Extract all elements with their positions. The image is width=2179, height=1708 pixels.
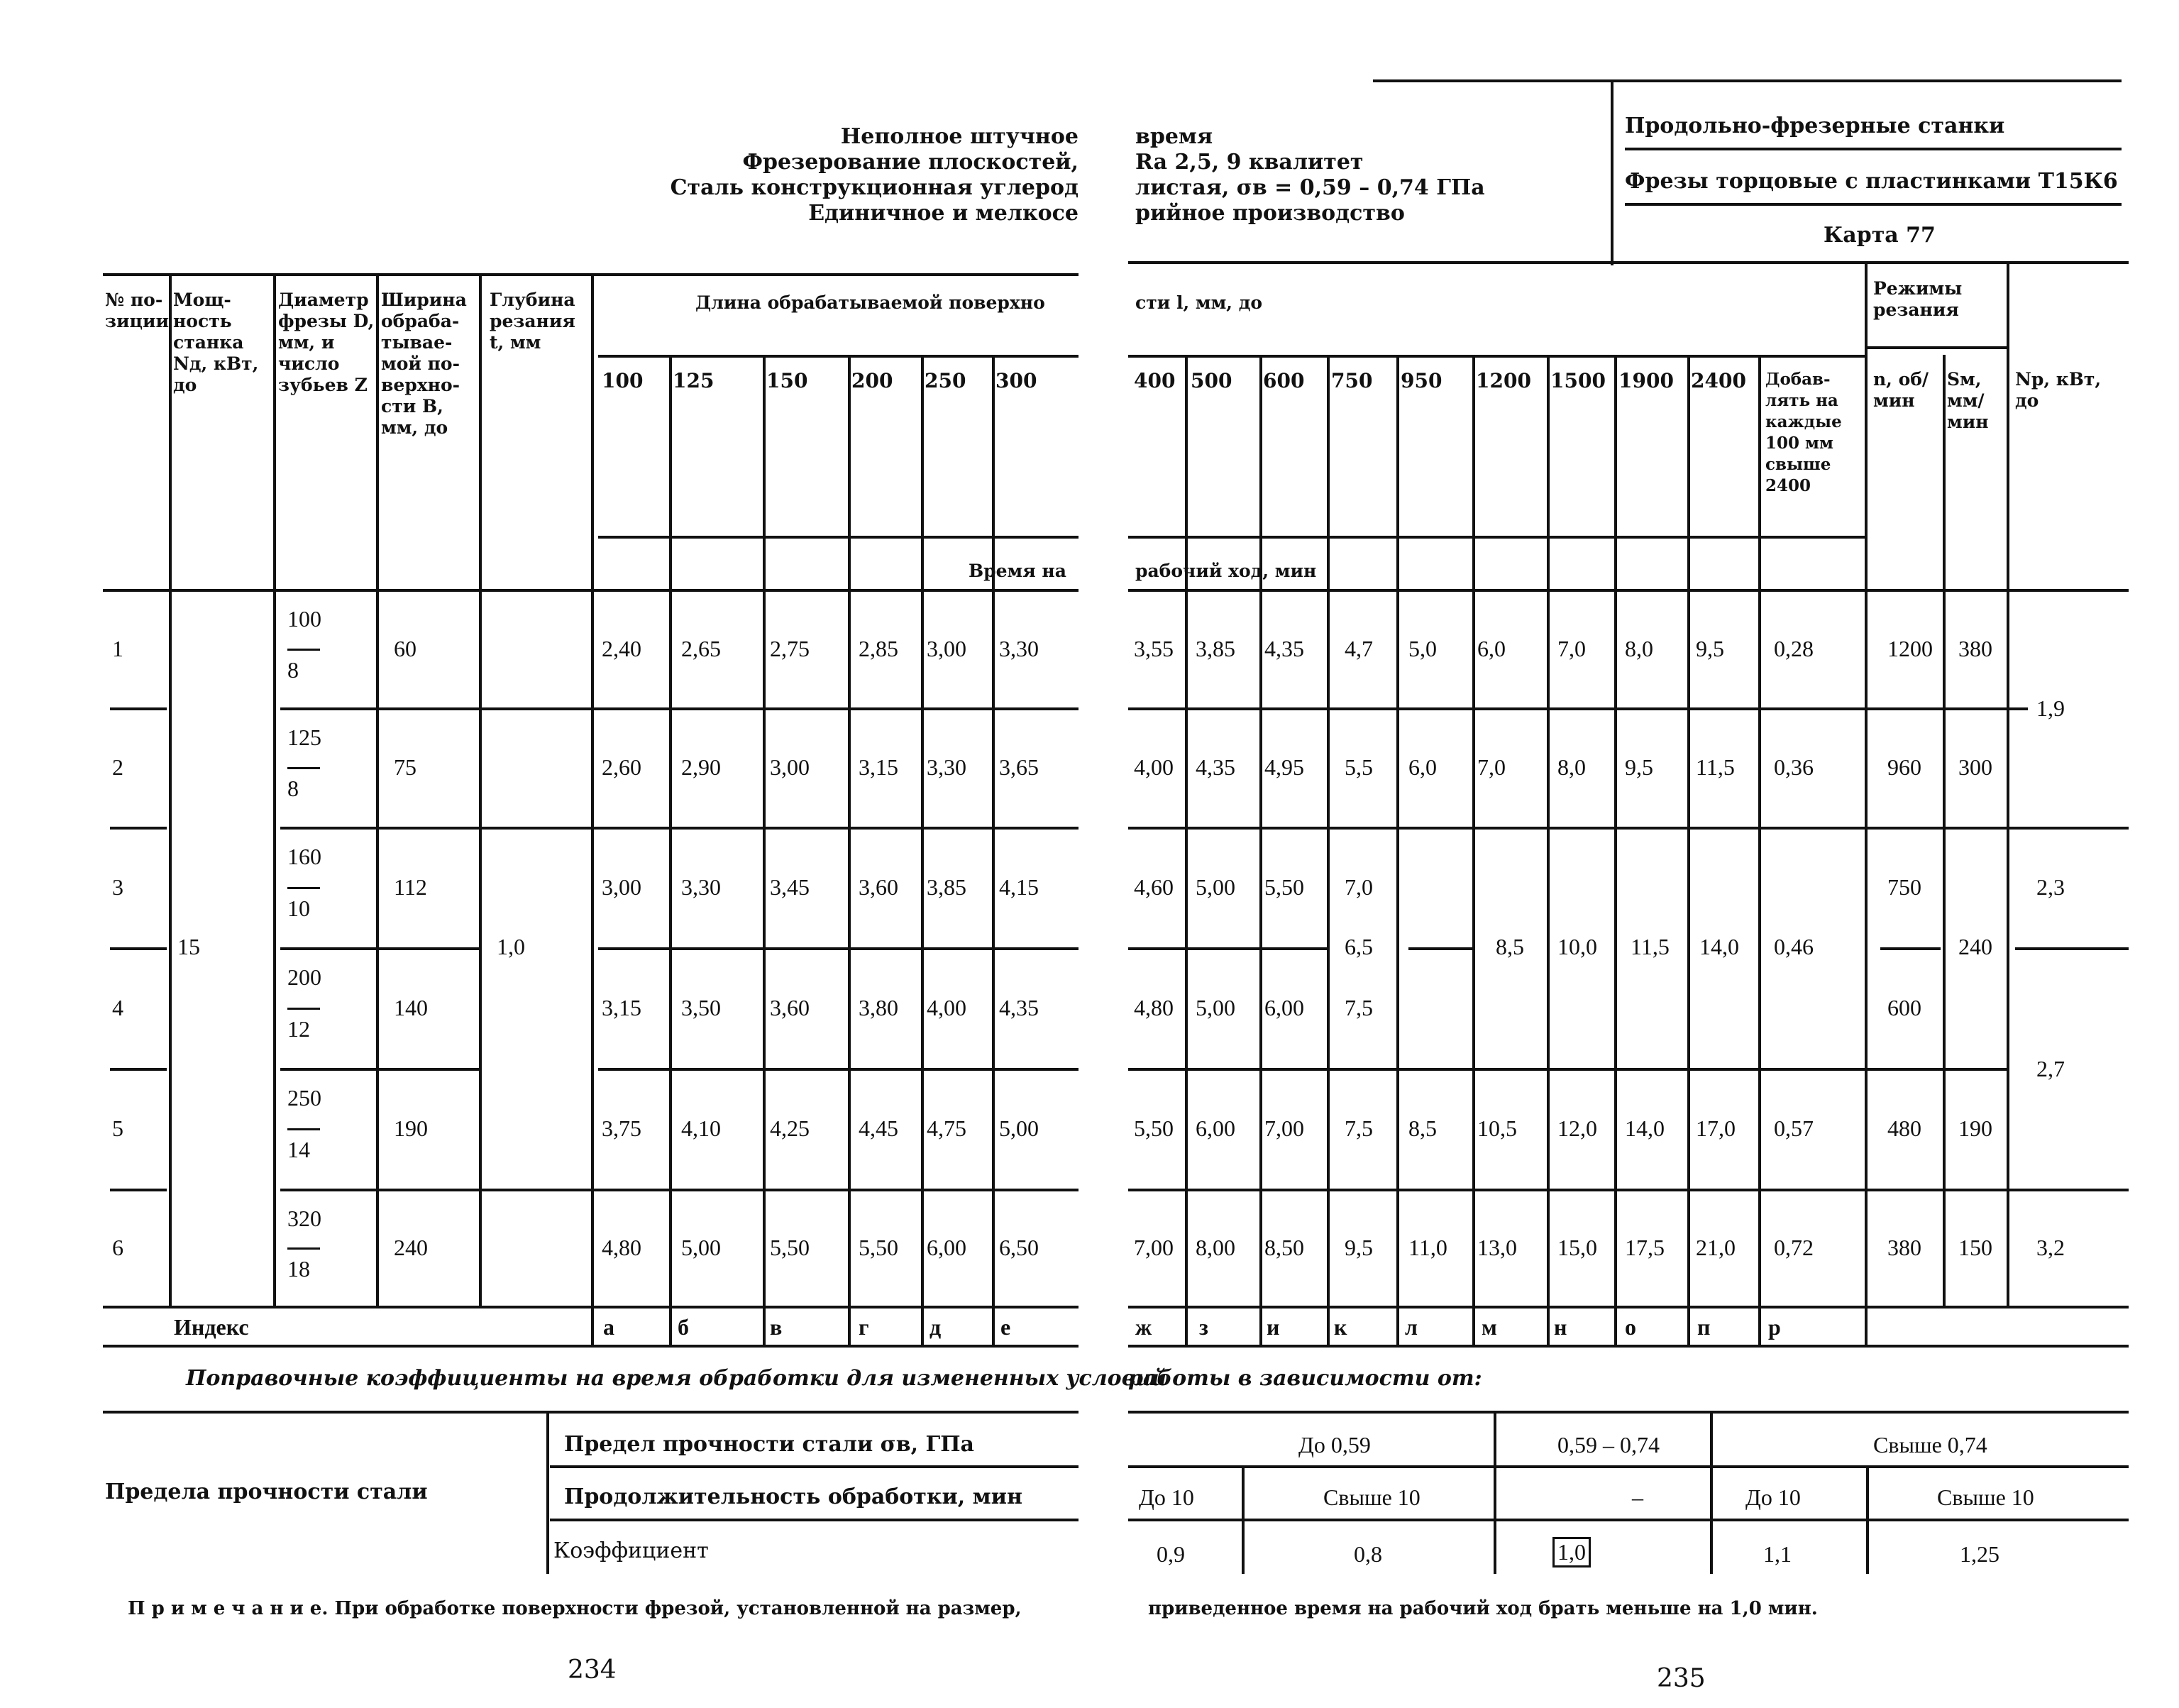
time-cell: 3,60: [770, 995, 810, 1020]
corr-vline-c: [1242, 1465, 1245, 1574]
header-box-top-rule: [1373, 79, 2122, 82]
feed-rate: 380: [1958, 635, 1992, 661]
time-cell: 3,85: [927, 874, 966, 900]
time-cell: 6,00: [1264, 995, 1304, 1020]
length-header-left: 150: [766, 369, 808, 392]
vline-depth: [591, 273, 594, 1345]
time-cell: 3,30: [927, 754, 966, 780]
np-rows-4-5: 2,7: [2036, 1056, 2065, 1081]
coef-2: 0,8: [1354, 1541, 1382, 1567]
fraction-bar: [287, 1008, 320, 1010]
time-cell: 3,15: [602, 995, 641, 1020]
time-cell: 7,0: [1477, 754, 1506, 780]
time-cell: 4,00: [927, 995, 966, 1020]
corr-rule-2-left: [550, 1519, 1079, 1521]
length-header-right: 1200: [1476, 369, 1531, 392]
time-cell: 4,7: [1345, 635, 1373, 661]
row-rule-4-pos: [110, 1068, 167, 1071]
vline-r9: [1758, 355, 1761, 1345]
table-body-bottom-right: [1128, 1306, 2129, 1308]
vline-r1: [1185, 355, 1188, 1345]
length-header-right: 1500: [1550, 369, 1606, 392]
correction-group: Предела прочности стали: [105, 1480, 428, 1504]
row34-2400: 14,0: [1699, 934, 1739, 959]
surface-width: 140: [394, 995, 428, 1020]
table-row-position: 2: [112, 754, 123, 780]
note-right: приведенное время на рабочий ход брать меньше на 1,0 мин.: [1148, 1598, 1818, 1619]
time-cell: 7,5: [1345, 1115, 1373, 1141]
time-cell: 3,80: [859, 995, 898, 1020]
row34-1500: 10,0: [1557, 934, 1597, 959]
time-cell: 3,00: [927, 635, 966, 661]
len-header-rule-right: [1128, 355, 1866, 358]
time-cell: 4,45: [859, 1115, 898, 1141]
fraction-bar: [287, 1128, 320, 1130]
duration-1: До 10: [1139, 1484, 1194, 1510]
row-rule-5-r: [1128, 1189, 2129, 1191]
row34-1200: 8,5: [1496, 934, 1524, 959]
correction-title-right: работы в зависимости от:: [1128, 1366, 1482, 1391]
coef-5: 1,25: [1960, 1541, 1999, 1567]
row-rule-2-pos: [110, 827, 167, 830]
length-header-right: 950: [1401, 369, 1442, 392]
vline-power: [273, 273, 276, 1306]
time-cell: 5,50: [859, 1234, 898, 1260]
surface-width: 190: [394, 1115, 428, 1141]
time-cell: 5,50: [1264, 874, 1304, 900]
index-letter: л: [1405, 1314, 1418, 1340]
time-cell: 8,50: [1264, 1234, 1304, 1260]
time-cell: 4,10: [681, 1115, 721, 1141]
time-cell: 17,5: [1625, 1234, 1665, 1260]
surface-width: 60: [394, 635, 417, 661]
time-cell: 4,35: [999, 995, 1039, 1020]
index-letter: б: [678, 1314, 689, 1340]
time-cell: 9,5: [1696, 635, 1724, 661]
time-cell: 8,0: [1625, 635, 1653, 661]
time-cell: 15,0: [1557, 1234, 1597, 1260]
row-rule-3f: [2015, 947, 2129, 950]
time-cell: 21,0: [1696, 1234, 1736, 1260]
vline-r6: [1547, 355, 1550, 1345]
header-left-line-4: Единичное и мелкосе: [808, 201, 1079, 226]
time-cell: 8,00: [1196, 1234, 1235, 1260]
cutter-diameter: 320: [287, 1206, 321, 1231]
length-header-left: 300: [995, 369, 1037, 392]
time-cell: 6,00: [1196, 1115, 1235, 1141]
cutter-teeth: 10: [287, 896, 310, 921]
duration-2: Свыше 10: [1323, 1484, 1421, 1510]
time-cell: 3,30: [999, 635, 1039, 661]
row-rule-2: [280, 827, 1079, 830]
vline-n: [1943, 355, 1946, 1306]
corr-vline-b: [1710, 1411, 1713, 1574]
time-cell: 7,00: [1134, 1234, 1174, 1260]
header-right-line-4: рийное производство: [1135, 201, 1405, 226]
header-right-line-3: листая, σв = 0,59 – 0,74 ГПа: [1135, 175, 1485, 200]
time-cell: 9,5: [1625, 754, 1653, 780]
time-cell: 5,00: [681, 1234, 721, 1260]
vline-modes: [1865, 261, 1868, 1345]
cutting-power: 3,2: [2036, 1234, 2065, 1260]
row-rule-5-pos: [110, 1189, 167, 1191]
cutter-teeth: 14: [287, 1137, 310, 1162]
time-cell: 0,28: [1774, 635, 1814, 661]
table-row-position: 6: [112, 1234, 123, 1260]
time-cell: 0,57: [1774, 1115, 1814, 1141]
surface-width: 112: [394, 874, 427, 900]
row-rule-3d: [1408, 947, 1472, 950]
row-rule-4a: [280, 1068, 479, 1071]
row-rule-3b: [598, 947, 1079, 950]
time-cell: 4,75: [927, 1115, 966, 1141]
row34-s: 240: [1958, 934, 1992, 959]
time-cell: 10,5: [1477, 1115, 1517, 1141]
time-cell: 3,85: [1196, 635, 1235, 661]
row-rule-3-pos: [110, 947, 167, 950]
col-header-width: Ширина обраба-тывае-мой по-верхно-сти B, мм, до: [381, 290, 467, 438]
cutter-diameter: 250: [287, 1085, 321, 1111]
coef-3-highlighted: 1,0: [1552, 1537, 1591, 1567]
time-cell: 4,60: [1134, 874, 1174, 900]
fraction-bar: [287, 767, 320, 769]
time-cell: 5,00: [1196, 995, 1235, 1020]
time-cell: 5,5: [1345, 754, 1373, 780]
power-value: 15: [177, 934, 200, 959]
np-rows-1-2: 1,9: [2036, 695, 2065, 721]
spindle-speed: 480: [1887, 1115, 1921, 1141]
fraction-bar: [287, 887, 320, 889]
header-card-number: Карта 77: [1824, 223, 1936, 248]
time-cell: 11,5: [1696, 754, 1735, 780]
corr-top-right: [1128, 1411, 2129, 1414]
col-header-extra: Добав-лять на каждые 100 мм свыше 2400: [1765, 370, 1842, 495]
fraction-bar: [287, 649, 320, 651]
vline-l4: [921, 355, 924, 1345]
col-header-diameter: Диаметр фрезы D, мм, и число зубьев Z: [278, 290, 375, 395]
time-cell: 7,0: [1345, 874, 1373, 900]
header-left-line-2: Фрезерование плоскостей,: [742, 150, 1079, 175]
time-cell: 4,80: [1134, 995, 1174, 1020]
corr-rule-2-right: [1128, 1519, 2129, 1521]
col-header-n: n, об/мин: [1873, 369, 1929, 411]
time-cell: 4,95: [1264, 754, 1304, 780]
time-cell: 3,60: [859, 874, 898, 900]
vline-r2: [1259, 355, 1262, 1345]
time-cell: 0,36: [1774, 754, 1814, 780]
time-cell: 3,00: [770, 754, 810, 780]
correction-row-strength: Предел прочности стали σв, ГПа: [564, 1432, 974, 1457]
time-cell: 5,50: [1134, 1115, 1174, 1141]
modes-header-rule: [1865, 346, 2007, 349]
time-cell: 3,55: [1134, 635, 1174, 661]
len-header-rule-left: [598, 355, 1079, 358]
header-cutter-type: Фрезы торцовые с пластинками Т15К6: [1625, 169, 2118, 194]
strength-1: До 0,59: [1298, 1432, 1371, 1458]
table-row-position: 5: [112, 1115, 123, 1141]
time-cell: 14,0: [1625, 1115, 1665, 1141]
time-cell: 4,15: [999, 874, 1039, 900]
strength-3: Свыше 0,74: [1873, 1432, 1987, 1458]
row34-extra: 0,46: [1774, 934, 1814, 959]
index-letter: р: [1768, 1314, 1781, 1340]
header-left-line-1: Неполное штучное: [840, 124, 1079, 149]
corr-top-left: [103, 1411, 1079, 1414]
table-row-position: 4: [112, 995, 123, 1020]
vline-pos: [169, 273, 172, 1306]
cutter-diameter: 160: [287, 844, 321, 869]
time-cell: 2,40: [602, 635, 641, 661]
col-header-s: Sм, мм/мин: [1947, 369, 1989, 432]
index-letter: з: [1199, 1314, 1208, 1340]
time-cell: 7,0: [1557, 635, 1586, 661]
time-cell: 5,0: [1408, 635, 1437, 661]
time-cell: 3,45: [770, 874, 810, 900]
coef-1: 0,9: [1157, 1541, 1185, 1567]
length-header-right: 400: [1134, 369, 1176, 392]
time-cell: 3,15: [859, 754, 898, 780]
index-letter: д: [929, 1314, 942, 1340]
time-cell: 6,0: [1477, 635, 1506, 661]
time-header-right: рабочий ход, мин: [1135, 561, 1317, 581]
corr-vline-a: [1494, 1411, 1496, 1574]
row-rule-1: [280, 707, 1079, 710]
row34-1900: 11,5: [1631, 934, 1670, 959]
corr-vline-main: [546, 1411, 549, 1574]
note-left: П р и м е ч а н и е. При обработке поверхности фрезой, установленной на размер,: [128, 1598, 1022, 1619]
time-cell: 6,0: [1408, 754, 1437, 780]
vline-width: [479, 273, 482, 1306]
corr-vline-d: [1866, 1465, 1869, 1574]
length-header-left: 125: [673, 369, 715, 392]
col-header-depth: Глубина резания t, мм: [490, 290, 575, 353]
index-letter: п: [1697, 1314, 1711, 1340]
spindle-speed: 1200: [1887, 635, 1933, 661]
vline-l3: [848, 355, 851, 1345]
correction-row-coef: Коэффициент: [553, 1538, 709, 1563]
row-rule-2-r: [1128, 827, 2129, 830]
index-letter: к: [1334, 1314, 1347, 1340]
header-box-left-rule: [1611, 79, 1613, 265]
index-label: Индекс: [174, 1314, 249, 1340]
coef-4: 1,1: [1763, 1541, 1792, 1567]
header-left-line-3: Сталь конструкционная углерод: [670, 175, 1079, 200]
index-letter: ж: [1135, 1314, 1152, 1340]
cutter-diameter: 100: [287, 606, 321, 632]
surface-width: 75: [394, 754, 417, 780]
header-bottom-rule-left: [103, 589, 1079, 592]
surface-width: 240: [394, 1234, 428, 1260]
time-cell: 2,85: [859, 635, 898, 661]
time-cell: 3,65: [999, 754, 1039, 780]
vline-r7: [1614, 355, 1617, 1345]
corr-rule-1-right: [1128, 1465, 2129, 1468]
row-rule-4c: [1128, 1068, 2007, 1071]
col-header-position: № по-зиции: [105, 290, 170, 331]
correction-row-duration: Продолжительность обработки, мин: [564, 1484, 1022, 1509]
length-header-left: 200: [851, 369, 893, 392]
length-header-left: 250: [925, 369, 966, 392]
length-header-right: 600: [1263, 369, 1305, 392]
length-header-right: 500: [1191, 369, 1232, 392]
spindle-speed: 600: [1887, 995, 1921, 1020]
time-cell: 0,72: [1774, 1234, 1814, 1260]
duration-3: –: [1632, 1484, 1643, 1510]
col-header-length-right: сти l, мм, до: [1135, 292, 1263, 313]
time-cell: 3,75: [602, 1115, 641, 1141]
time-cell: 13,0: [1477, 1234, 1517, 1260]
correction-title-left: Поправочные коэффициенты на время обработки для измененных условий: [186, 1366, 1167, 1391]
duration-4: До 10: [1745, 1484, 1801, 1510]
col-header-length-left: Длина обрабатываемой поверхно: [695, 292, 1045, 313]
length-header-right: 2400: [1691, 369, 1746, 392]
index-letter: о: [1625, 1314, 1636, 1340]
depth-value: 1,0: [497, 934, 525, 959]
index-letter: а: [603, 1314, 614, 1340]
time-cell: 3,00: [602, 874, 641, 900]
index-letter: е: [1000, 1314, 1011, 1340]
vline-diam: [376, 273, 379, 1306]
vline-r4: [1396, 355, 1399, 1345]
strength-2: 0,59 – 0,74: [1557, 1432, 1660, 1458]
time-cell: 4,00: [1134, 754, 1174, 780]
header-box-rule-1: [1625, 148, 2122, 150]
time-cell: 6,50: [999, 1234, 1039, 1260]
page-number-left: 234: [568, 1655, 617, 1685]
table-row-position: 1: [112, 635, 123, 661]
vline-s: [2007, 261, 2009, 1306]
vline-r5: [1472, 355, 1475, 1345]
col-header-modes: Режимы резания: [1873, 278, 1963, 320]
spindle-speed: 750: [1887, 874, 1921, 900]
time-cell: 4,35: [1264, 635, 1304, 661]
header-right-line-1: время: [1135, 124, 1213, 149]
length-header-right: 750: [1331, 369, 1373, 392]
time-cell: 2,60: [602, 754, 641, 780]
row34-750: 6,5: [1345, 934, 1373, 959]
vline-l5: [992, 355, 995, 1345]
time-cell: 8,5: [1408, 1115, 1437, 1141]
time-cell: 7,5: [1345, 995, 1373, 1020]
time-cell: 5,50: [770, 1234, 810, 1260]
time-header-top-left: [598, 536, 1079, 539]
row-rule-3e: [1880, 947, 1941, 950]
cutter-teeth: 8: [287, 776, 299, 801]
length-header-left: 100: [602, 369, 644, 392]
vline-l1: [669, 355, 672, 1345]
index-letter: г: [859, 1314, 869, 1340]
feed-rate: 150: [1958, 1234, 1992, 1260]
cutter-diameter: 200: [287, 964, 321, 990]
duration-5: Свыше 10: [1937, 1484, 2034, 1510]
time-header-left: Время на: [969, 561, 1066, 581]
time-cell: 11,0: [1408, 1234, 1447, 1260]
time-cell: 4,80: [602, 1234, 641, 1260]
header-right-line-2: Ra 2,5, 9 квалитет: [1135, 150, 1364, 175]
vline-l2: [763, 355, 766, 1345]
time-cell: 12,0: [1557, 1115, 1597, 1141]
col-header-power: Мощ-ность станка Nд, кВт, до: [173, 290, 259, 395]
time-cell: 2,90: [681, 754, 721, 780]
np-row-3: 2,3: [2036, 874, 2065, 900]
table-body-bottom-left: [103, 1306, 1079, 1308]
time-cell: 6,00: [927, 1234, 966, 1260]
header-machine-type: Продольно-фрезерные станки: [1625, 114, 2005, 138]
table-top-rule-right: [1128, 261, 2129, 264]
row-rule-5: [280, 1189, 1079, 1191]
spindle-speed: 960: [1887, 754, 1921, 780]
spindle-speed: 380: [1887, 1234, 1921, 1260]
time-cell: 4,35: [1196, 754, 1235, 780]
row-rule-1-r: [1128, 707, 2007, 710]
row-rule-3a: [280, 947, 479, 950]
cutter-teeth: 12: [287, 1016, 310, 1042]
page-number-right: 235: [1657, 1664, 1706, 1693]
cutter-teeth: 18: [287, 1255, 310, 1282]
index-bottom-right: [1128, 1345, 2129, 1348]
index-letter: и: [1267, 1314, 1280, 1340]
header-bottom-rule-right: [1128, 589, 2129, 592]
row-rule-4b: [598, 1068, 1079, 1071]
index-bottom-left: [103, 1345, 1079, 1348]
time-cell: 3,50: [681, 995, 721, 1020]
time-cell: 9,5: [1345, 1234, 1373, 1260]
row-rule-3c: [1128, 947, 1327, 950]
time-cell: 3,30: [681, 874, 721, 900]
time-header-top-right: [1128, 536, 1866, 539]
vline-r3: [1327, 355, 1330, 1345]
index-letter: в: [770, 1314, 783, 1340]
vline-r8: [1687, 355, 1690, 1345]
time-cell: 5,00: [999, 1115, 1039, 1141]
np-tick: [2007, 707, 2028, 710]
time-cell: 5,00: [1196, 874, 1235, 900]
time-cell: 17,0: [1696, 1115, 1736, 1141]
row-rule-1-pos: [110, 707, 167, 710]
index-letter: м: [1482, 1314, 1497, 1340]
cutter-teeth: 8: [287, 656, 299, 683]
length-header-right: 1900: [1618, 369, 1674, 392]
cutter-diameter: 125: [287, 724, 321, 750]
col-header-np: Nр, кВт, до: [2015, 369, 2102, 411]
feed-rate: 300: [1958, 754, 1992, 780]
time-cell: 8,0: [1557, 754, 1586, 780]
time-cell: 2,75: [770, 635, 810, 661]
index-letter: н: [1554, 1314, 1567, 1340]
header-box-rule-2: [1625, 203, 2122, 206]
time-cell: 2,65: [681, 635, 721, 661]
time-cell: 4,25: [770, 1115, 810, 1141]
fraction-bar: [287, 1247, 320, 1250]
feed-rate: 190: [1958, 1115, 1992, 1141]
table-row-position: 3: [112, 874, 123, 900]
time-cell: 7,00: [1264, 1115, 1304, 1141]
corr-rule-1-left: [550, 1465, 1079, 1468]
